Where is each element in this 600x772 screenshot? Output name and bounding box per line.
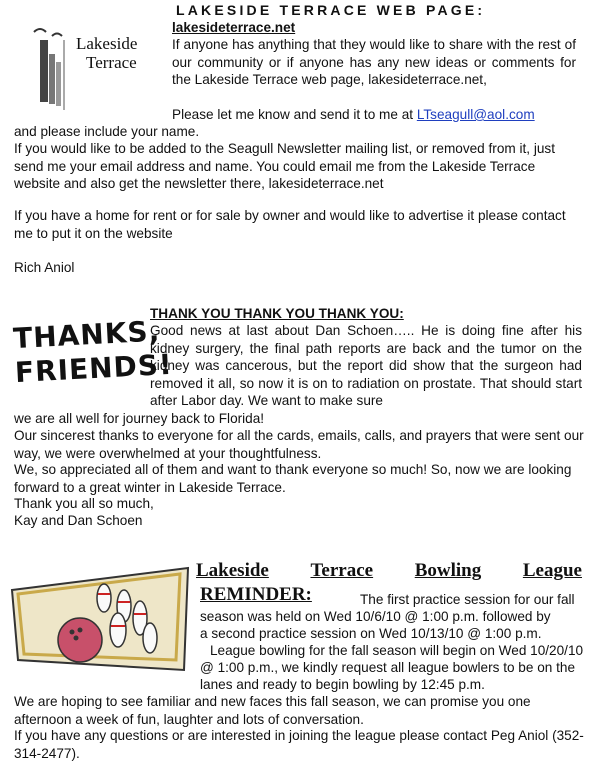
lakeside-terrace-logo [18,22,158,112]
thanks-paragraph-4: Thank you all so much, [14,496,154,511]
thanks-paragraph-2: Our sincerest thanks to everyone for all the cards, emails, calls, and prayers that were sent our way, we were overwhelmed at your thoughtfulness. [14,428,584,461]
reminder-line-2: season was held on Wed 10/6/10 @ 1:00 p.m. followed by [200,609,551,624]
web-signature: Rich Aniol [14,260,75,275]
reminder-line-3: a second practice session on Wed 10/13/10 @ 1:00 p.m. [200,626,542,641]
thanks-art-line-1: THANKS, [12,314,161,356]
email-link[interactable]: LTseagull@aol.com [416,107,535,122]
reminder-line-5: @ 1:00 p.m., we kindly request all league bowlers to be on the [200,660,576,675]
reminder-line-4: League bowling for the fall season will begin on Wed 10/20/10 [210,643,584,658]
web-paragraph-2-line [172,106,582,124]
thanks-paragraph-1-tail: we are all well for journey back to Florida! [14,411,265,426]
reminder-label: REMINDER: [200,584,312,605]
reminder-line-6: lanes and ready to begin bowling by 12:45 p.m. [200,677,485,692]
web-paragraph-3: If you would like to be added to the Seagull Newsletter mailing list, or removed from it, just send me your email address and name. You could email me from the Lakeside Terrace website and also get the newsletter there, lakesideterrace.net [14,141,555,191]
web-paragraph-2-suffix: and please include your name. [14,124,200,139]
bowling-heading-word-4: League [522,560,582,581]
thanks-paragraph-3: We, so appreciated all of them and want to thank everyone so much! So, now we are looking forward to a great winter in Lakeside Terrace. [14,462,572,495]
bowling-heading-word-1: Lakeside [196,560,269,581]
web-page-heading: LAKESIDE TERRACE WEB PAGE: [176,2,486,18]
logo-line-2: Terrace [86,53,137,72]
bowling-heading-word-2: Terrace [310,560,374,581]
thanks-art-line-2: FRIENDS! [14,347,174,390]
bowling-heading-word-3: Bowling [414,560,482,581]
thanks-signature: Kay and Dan Schoen [14,513,143,528]
bowling-paragraph-3: If you have any questions or are interested in joining the league please contact Peg Aniol (352-314-2477). [14,728,584,761]
reminder-line-1: The first practice session for our fall [360,592,575,607]
thanks-heading: THANK YOU THANK YOU THANK YOU: [150,306,404,321]
bowling-clipart [8,560,194,680]
bowling-pins-and-ball-icon [8,560,194,680]
thanks-paragraph-1: Good news at last about Dan Schoen….. He is doing fine after his kidney surgery, the final path reports are back and the tumor on the kidney was cancerous, but the report did show that the surgeon had removed it all, so now it is on to radiation on prostate. That should start after Labor day. We want to make sure [150,323,582,408]
web-paragraph-2-prefix: Please let me know and send it to me at [172,107,414,122]
web-paragraph-4: If you have a home for rent or for sale by owner and would like to advertise it please contact me to put it on the website [14,208,566,241]
logo-line-1: Lakeside [76,34,138,53]
web-site-name[interactable]: lakesideterrace.net [172,20,296,35]
bowling-paragraph-2: We are hoping to see familiar and new faces this fall season, we can promise you one afternoon a week of fun, laughter and lots of conversation. [14,694,531,727]
bowling-heading [196,562,582,580]
web-paragraph-1: If anyone has anything that they would like to share with the rest of our community or if anyone has any new ideas or comments for the Lakeside Terrace web page, lakesideterrace.net, [172,37,576,87]
